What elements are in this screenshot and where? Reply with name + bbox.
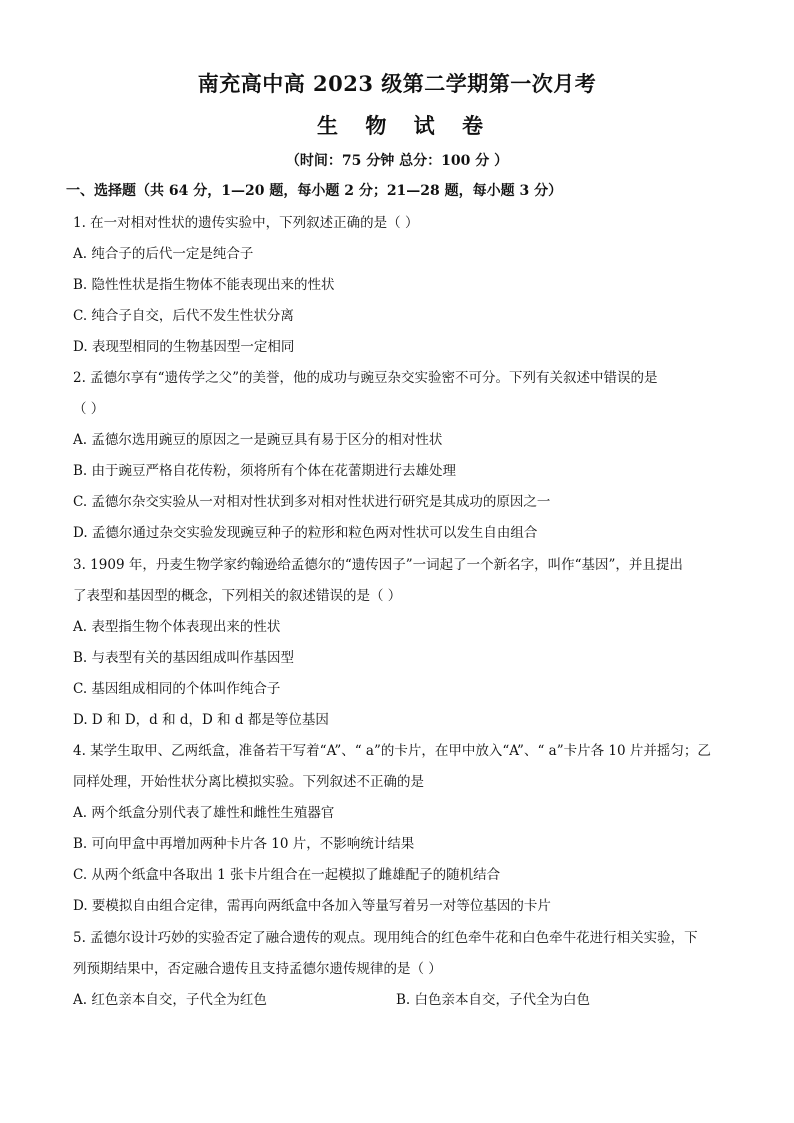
question-2-option-b: B. 由于豌豆严格自花传粉，须将所有个体在花蕾期进行去雄处理 <box>73 463 457 479</box>
question-4-option-d: D. 要模拟自由组合定律，需再向两纸盒中各加入等量写着另一对等位基因的卡片 <box>73 898 551 914</box>
question-1-option-b: B. 隐性性状是指生物体不能表现出来的性状 <box>73 277 335 293</box>
question-5-option-b: B. 白色亲本自交，子代全为白色 <box>396 992 591 1008</box>
question-3-option-a: A. 表型指生物个体表现出来的性状 <box>73 619 281 635</box>
question-2-stem: 2. 孟德尔享有“遗传学之父”的美誉，他的成功与豌豆杂交实验密不可分。下列有关叙述中错误的是 <box>73 370 658 386</box>
question-2-option-d: D. 孟德尔通过杂交实验发现豌豆种子的粒形和粒色两对性状可以发生自由组合 <box>73 525 538 541</box>
question-3-option-c: C. 基因组成相同的个体叫作纯合子 <box>73 681 281 697</box>
subject-title: 生 物 试 卷 <box>317 113 493 138</box>
question-1-option-d: D. 表现型相同的生物基因型一定相同 <box>73 339 295 355</box>
question-2-option-a: A. 孟德尔选用豌豆的原因之一是豌豆具有易于区分的相对性状 <box>73 432 443 448</box>
question-1-option-c: C. 纯合子自交，后代不发生性状分离 <box>73 308 294 324</box>
question-2-option-c: C. 孟德尔杂交实验从一对相对性状到多对相对性状进行研究是其成功的原因之一 <box>73 494 551 510</box>
question-4-option-c: C. 从两个纸盒中各取出 1 张卡片组合在一起模拟了雌雄配子的随机结合 <box>73 867 501 883</box>
question-4-stem: 4. 某学生取甲、乙两纸盒，准备若干写着“A”、“ a”的卡片，在甲中放入“A”、“ a”卡片各 10 片并摇匀；乙 <box>73 743 711 759</box>
question-1-stem: 1. 在一对相对性状的遗传实验中，下列叙述正确的是（ ） <box>73 215 419 231</box>
question-3-stem: 3. 1909 年，丹麦生物学家约翰逊给孟德尔的“遗传因子”一词起了一个新名字，叫作“基因”，并且提出 <box>73 557 683 573</box>
question-5-stem-cont: 列预期结果中，否定融合遗传且支持孟德尔遗传规律的是（ ） <box>73 961 442 977</box>
exam-meta: （时间：75 分钟 总分：100 分 ） <box>285 153 509 169</box>
question-4-option-b: B. 可向甲盒中再增加两种卡片各 10 片，不影响统计结果 <box>73 836 415 852</box>
question-3-option-b: B. 与表型有关的基因组成叫作基因型 <box>73 650 295 666</box>
question-5-stem: 5. 孟德尔设计巧妙的实验否定了融合遗传的观点。现用纯合的红色牵牛花和白色牵牛花进行相关实验，下 <box>73 930 698 946</box>
section-heading: 一、选择题（共 64 分，1—20 题，每小题 2 分；21—28 题，每小题 3 分） <box>66 183 563 199</box>
question-3-stem-cont: 了表型和基因型的概念，下列相关的叙述错误的是（ ） <box>73 588 402 604</box>
question-4-stem-cont: 同样处理，开始性状分离比模拟实验。下列叙述不正确的是 <box>73 774 424 790</box>
question-5-option-a: A. 红色亲本自交，子代全为红色 <box>73 992 267 1008</box>
question-2-stem-cont: （ ） <box>73 401 105 417</box>
question-1-option-a: A. 纯合子的后代一定是纯合子 <box>73 246 254 262</box>
exam-title: 南充高中高 2023 级第二学期第一次月考 <box>197 71 597 96</box>
question-4-option-a: A. 两个纸盒分别代表了雄性和雌性生殖器官 <box>73 805 335 821</box>
question-3-option-d: D. D 和 D，d 和 d，D 和 d 都是等位基因 <box>73 712 329 728</box>
